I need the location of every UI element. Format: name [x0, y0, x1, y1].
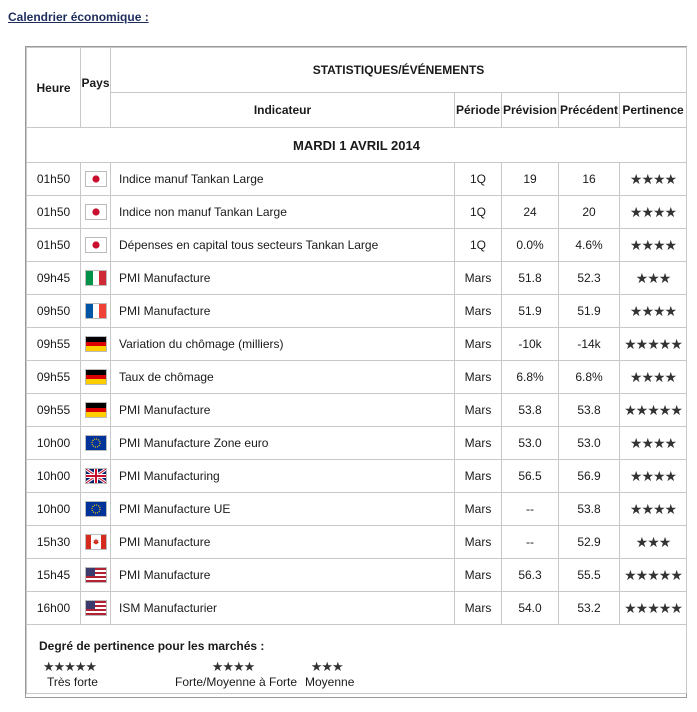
calendar-frame: [25, 46, 687, 698]
table-row: [27, 361, 687, 394]
country-cell: [81, 361, 111, 394]
pertinence-stars: ★★★★★: [620, 328, 687, 361]
table-row: [27, 493, 687, 526]
precedent-cell: 16: [559, 163, 620, 196]
table-row: [27, 295, 687, 328]
heure-cell: 10h00: [27, 493, 81, 526]
country-cell: [81, 460, 111, 493]
precedent-cell: 52.9: [559, 526, 620, 559]
heure-cell: 01h50: [27, 229, 81, 262]
day-label: MARDI 1 AVRIL 2014: [27, 128, 687, 163]
table-row: [27, 196, 687, 229]
indicateur-cell: PMI Manufacturing: [111, 460, 455, 493]
pertinence-stars: ★★★★: [620, 493, 687, 526]
country-cell: [81, 196, 111, 229]
heure-cell: 09h55: [27, 328, 81, 361]
indicateur-cell: PMI Manufacture: [111, 394, 455, 427]
calendar-table: [26, 47, 687, 694]
heure-cell: 15h45: [27, 559, 81, 592]
heure-cell: 10h00: [27, 460, 81, 493]
country-cell: [81, 262, 111, 295]
table-row: [27, 592, 687, 625]
indicateur-cell: Variation du chômage (milliers): [111, 328, 455, 361]
prevision-cell: 51.9: [502, 295, 559, 328]
pertinence-stars: ★★★: [620, 526, 687, 559]
indicateur-cell: PMI Manufacture UE: [111, 493, 455, 526]
flag-eurozone-icon: [86, 436, 106, 450]
header-indicateur: Indicateur: [111, 93, 455, 128]
heure-cell: 01h50: [27, 196, 81, 229]
table-row: [27, 427, 687, 460]
table-row: [27, 559, 687, 592]
legend-label: Très forte: [47, 675, 98, 689]
prevision-cell: 6.8%: [502, 361, 559, 394]
pertinence-stars: ★★★: [620, 262, 687, 295]
prevision-cell: --: [502, 493, 559, 526]
periode-cell: 1Q: [455, 163, 502, 196]
country-cell: [81, 328, 111, 361]
precedent-cell: 4.6%: [559, 229, 620, 262]
indicateur-cell: PMI Manufacture: [111, 526, 455, 559]
legend-item: [169, 659, 297, 689]
legend-label: Moyenne: [305, 675, 355, 689]
periode-cell: 1Q: [455, 229, 502, 262]
periode-cell: 1Q: [455, 196, 502, 229]
precedent-cell: 53.2: [559, 592, 620, 625]
heure-cell: 01h50: [27, 163, 81, 196]
precedent-cell: 20: [559, 196, 620, 229]
flag-canada-icon: [86, 535, 106, 549]
country-cell: [81, 559, 111, 592]
country-cell: [81, 526, 111, 559]
table-row: [27, 262, 687, 295]
periode-cell: Mars: [455, 328, 502, 361]
indicateur-cell: Taux de chômage: [111, 361, 455, 394]
periode-cell: Mars: [455, 361, 502, 394]
flag-uk-icon: [86, 469, 106, 483]
legend-item: [41, 659, 98, 689]
heure-cell: 16h00: [27, 592, 81, 625]
pertinence-stars: ★★★★: [620, 427, 687, 460]
precedent-cell: 53.0: [559, 427, 620, 460]
flag-germany-icon: [86, 337, 106, 351]
flag-italy-icon: [86, 271, 106, 285]
table-row: [27, 328, 687, 361]
prevision-cell: 0.0%: [502, 229, 559, 262]
table-row: [27, 163, 687, 196]
prevision-cell: 53.8: [502, 394, 559, 427]
precedent-cell: -14k: [559, 328, 620, 361]
flag-france-icon: [86, 304, 106, 318]
prevision-cell: 24: [502, 196, 559, 229]
indicateur-cell: Indice non manuf Tankan Large: [111, 196, 455, 229]
precedent-cell: 51.9: [559, 295, 620, 328]
heure-cell: 15h30: [27, 526, 81, 559]
indicateur-cell: PMI Manufacture: [111, 559, 455, 592]
flag-eurozone-icon: [86, 502, 106, 516]
header-stats: STATISTIQUES/ÉVÉNEMENTS: [111, 48, 687, 93]
pertinence-stars: ★★★★: [620, 295, 687, 328]
indicateur-cell: PMI Manufacture: [111, 262, 455, 295]
precedent-cell: 53.8: [559, 394, 620, 427]
indicateur-cell: Dépenses en capital tous secteurs Tankan Large: [111, 229, 455, 262]
page-title[interactable]: Calendrier économique :: [8, 10, 149, 24]
periode-cell: Mars: [455, 262, 502, 295]
legend-stars: ★★★★: [211, 659, 255, 674]
heure-cell: 10h00: [27, 427, 81, 460]
prevision-cell: -10k: [502, 328, 559, 361]
header-prevision: Prévision: [502, 93, 559, 128]
periode-cell: Mars: [455, 592, 502, 625]
indicateur-cell: PMI Manufacture: [111, 295, 455, 328]
header-pays: Pays: [81, 48, 111, 128]
country-cell: [81, 493, 111, 526]
precedent-cell: 52.3: [559, 262, 620, 295]
flag-japan-icon: [86, 238, 106, 252]
table-row: [27, 229, 687, 262]
prevision-cell: 56.3: [502, 559, 559, 592]
heure-cell: 09h50: [27, 295, 81, 328]
header-pertinence: Pertinence: [620, 93, 687, 128]
precedent-cell: 6.8%: [559, 361, 620, 394]
prevision-cell: 56.5: [502, 460, 559, 493]
indicateur-cell: Indice manuf Tankan Large: [111, 163, 455, 196]
header-precedent: Précédent: [559, 93, 620, 128]
legend-stars: ★★★★★: [42, 659, 97, 674]
legend-label: Forte/Moyenne à Forte: [175, 675, 298, 689]
pertinence-stars: ★★★★: [620, 361, 687, 394]
flag-germany-icon: [86, 370, 106, 384]
precedent-cell: 56.9: [559, 460, 620, 493]
heure-cell: 09h45: [27, 262, 81, 295]
prevision-cell: 51.8: [502, 262, 559, 295]
table-row: [27, 460, 687, 493]
legend-item: [299, 659, 354, 689]
pertinence-stars: ★★★★: [620, 196, 687, 229]
pertinence-stars: ★★★★: [620, 163, 687, 196]
legend-stars: ★★★: [310, 659, 343, 674]
prevision-cell: 19: [502, 163, 559, 196]
country-cell: [81, 427, 111, 460]
legend: [27, 625, 687, 694]
flag-usa-icon: [86, 568, 106, 582]
flag-japan-icon: [86, 172, 106, 186]
periode-cell: Mars: [455, 559, 502, 592]
table-row: [27, 526, 687, 559]
flag-germany-icon: [86, 403, 106, 417]
flag-japan-icon: [86, 205, 106, 219]
pertinence-stars: ★★★★: [620, 229, 687, 262]
heure-cell: 09h55: [27, 394, 81, 427]
pertinence-stars: ★★★★★: [620, 592, 687, 625]
precedent-cell: 53.8: [559, 493, 620, 526]
prevision-cell: 53.0: [502, 427, 559, 460]
periode-cell: Mars: [455, 295, 502, 328]
country-cell: [81, 229, 111, 262]
precedent-cell: 55.5: [559, 559, 620, 592]
country-cell: [81, 394, 111, 427]
indicateur-cell: PMI Manufacture Zone euro: [111, 427, 455, 460]
country-cell: [81, 592, 111, 625]
periode-cell: Mars: [455, 493, 502, 526]
header-heure: Heure: [27, 48, 81, 128]
periode-cell: Mars: [455, 394, 502, 427]
country-cell: [81, 163, 111, 196]
prevision-cell: 54.0: [502, 592, 559, 625]
periode-cell: Mars: [455, 526, 502, 559]
flag-usa-icon: [86, 601, 106, 615]
country-cell: [81, 295, 111, 328]
pertinence-stars: ★★★★★: [620, 559, 687, 592]
legend-title: Degré de pertinence pour les marchés :: [39, 639, 265, 653]
prevision-cell: --: [502, 526, 559, 559]
heure-cell: 09h55: [27, 361, 81, 394]
header-periode: Période: [455, 93, 502, 128]
periode-cell: Mars: [455, 427, 502, 460]
pertinence-stars: ★★★★★: [620, 394, 687, 427]
pertinence-stars: ★★★★: [620, 460, 687, 493]
periode-cell: Mars: [455, 460, 502, 493]
indicateur-cell: ISM Manufacturier: [111, 592, 455, 625]
table-row: [27, 394, 687, 427]
